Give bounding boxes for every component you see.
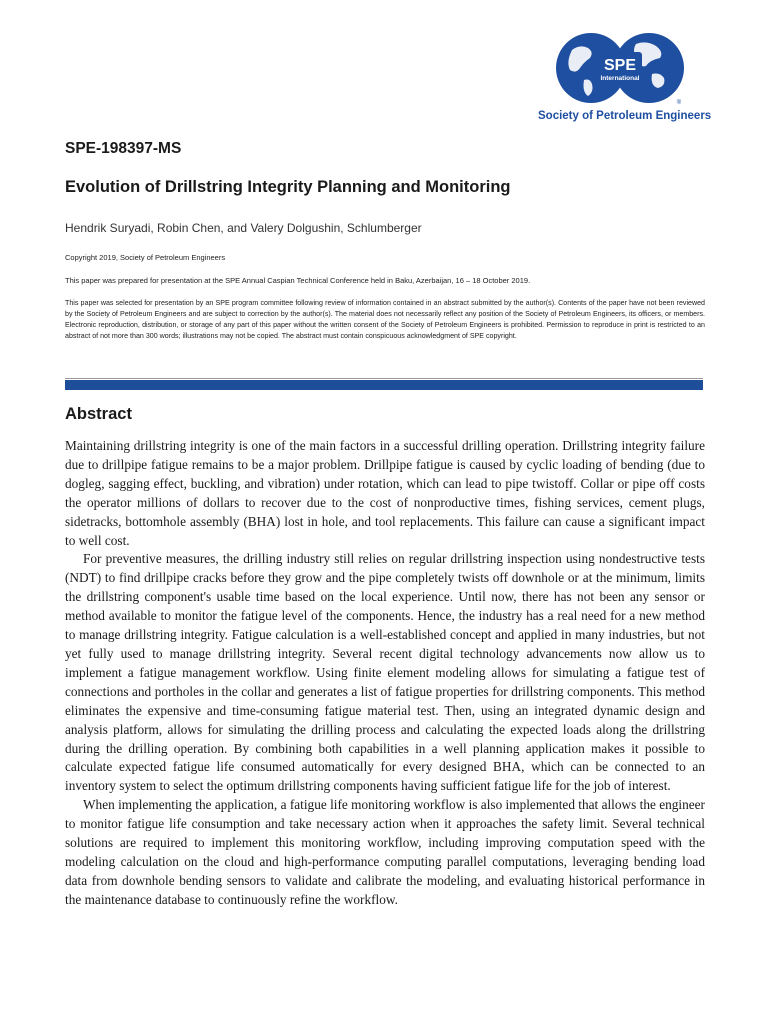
abstract-paragraph: For preventive measures, the drilling industry still relies on regular drillstring inspection using nondestructive tests (NDT) to find drillpipe cracks before they grow and the pipe completely twists off downhole or at the minimum, limits the drillstring component's usable time based on the local experience. Until now, there has not been any sensor or method available to monitor the fatigue level of the components. Hence, the industry has a real need for a new method to manage drillstring integrity. Fatigue calculation is a well-established concept and applied in many industries, but not yet fully used to manage drillstring integrity. Several recent digital technology advancements now allow us to implement a fatigue management workflow. Using finite element modeling allows for simulating a fatigue test of connections and portholes in the collar and generates a list of fatigue properties for drillstring components. This method eliminates the expensive and time-consuming fatigue material test. Then, using an integrated dynamic design and analysis platform, allows for simulating the drilling process and calculating the expected loads along the drillstring during the drilling operation. By combining both capabilities in a well planning application makes it possible to calculate expected fatigue life consumed automatically for every designed BHA, which can be connected to an inventory system to select the optimum drillstring components having sufficient fatigue life for the job of interest.	[65, 551, 705, 794]
paper-authors: Hendrik Suryadi, Robin Chen, and Valery Dolgushin, Schlumberger	[65, 221, 422, 235]
copyright-notice: This paper was selected for presentation by an SPE program committee following review of information contained in an abstract submitted by the author(s). Contents of the paper have not been reviewed by the Society of Petroleum Engineers and are subject to correction by the author(s). The material does not necessarily reflect any position of the Society of Petroleum Engineers, its officers, or members. Electronic reproduction, distribution, or storage of any part of this paper without the written consent of the Society of Petroleum Engineers is prohibited. Permission to reproduce in print is restricted to an abstract of not more than 300 words; illustrations may not be copied. The abstract must contain conspicuous acknowledgment of SPE copyright.	[65, 299, 705, 340]
paper-number: SPE-198397-MS	[65, 140, 182, 157]
abstract-heading: Abstract	[65, 405, 132, 423]
paper-title: Evolution of Drillstring Integrity Planning and Monitoring	[65, 178, 511, 196]
abstract-paragraph: Maintaining drillstring integrity is one of the main factors in a successful drilling operation. Drillstring integrity failure due to drillpipe fatigue remains to be a major problem. Drillpipe fatigue is caused by cyclic loading of bending (due to dogleg, sagging effect, buckling, and vibration) under rotation, which can lead to pipe twistoff. Collar or pipe off costs the operator millions of dollars to recover due to the cost of nonproductive times, fishing services, cement plugs, sidetracks, bottomhole assembly (BHA) lost in hole, and tool replacements. This failure can cause a significant impact to well cost.	[65, 438, 705, 548]
abstract-paragraph: When implementing the application, a fatigue life monitoring workflow is also implemented that allows the engineer to monitor fatigue life consumption and take necessary action when it approaches the safety limit. Several technical solutions are required to implement this monitoring workflow, including improving computation speed with the modeling calculation on the cloud and high-performance computing parallel computations, leveraging bending load data from downhole bending sensors to validate and calibrate the modeling, and evaluating historical performance in the maintenance database to continuously refine the workflow.	[65, 797, 705, 907]
section-divider	[65, 378, 703, 390]
logo-registered-mark: ®	[676, 100, 682, 106]
divider-thin-line	[65, 378, 703, 379]
divider-blue-bar	[65, 380, 703, 390]
copyright-line: Copyright 2019, Society of Petroleum Engineers	[65, 253, 226, 262]
spe-logo	[538, 30, 712, 126]
presentation-note: This paper was prepared for presentation at the SPE Annual Caspian Technical Conference held in Baku, Azerbaijan, 16 – 18 October 2019.	[65, 276, 531, 285]
logo-text-top: SPE	[603, 57, 637, 74]
logo-caption: Society of Petroleum Engineers	[538, 110, 712, 122]
logo-text-bottom: International	[600, 75, 640, 82]
globe-icon	[554, 30, 686, 110]
abstract-body	[65, 437, 705, 910]
